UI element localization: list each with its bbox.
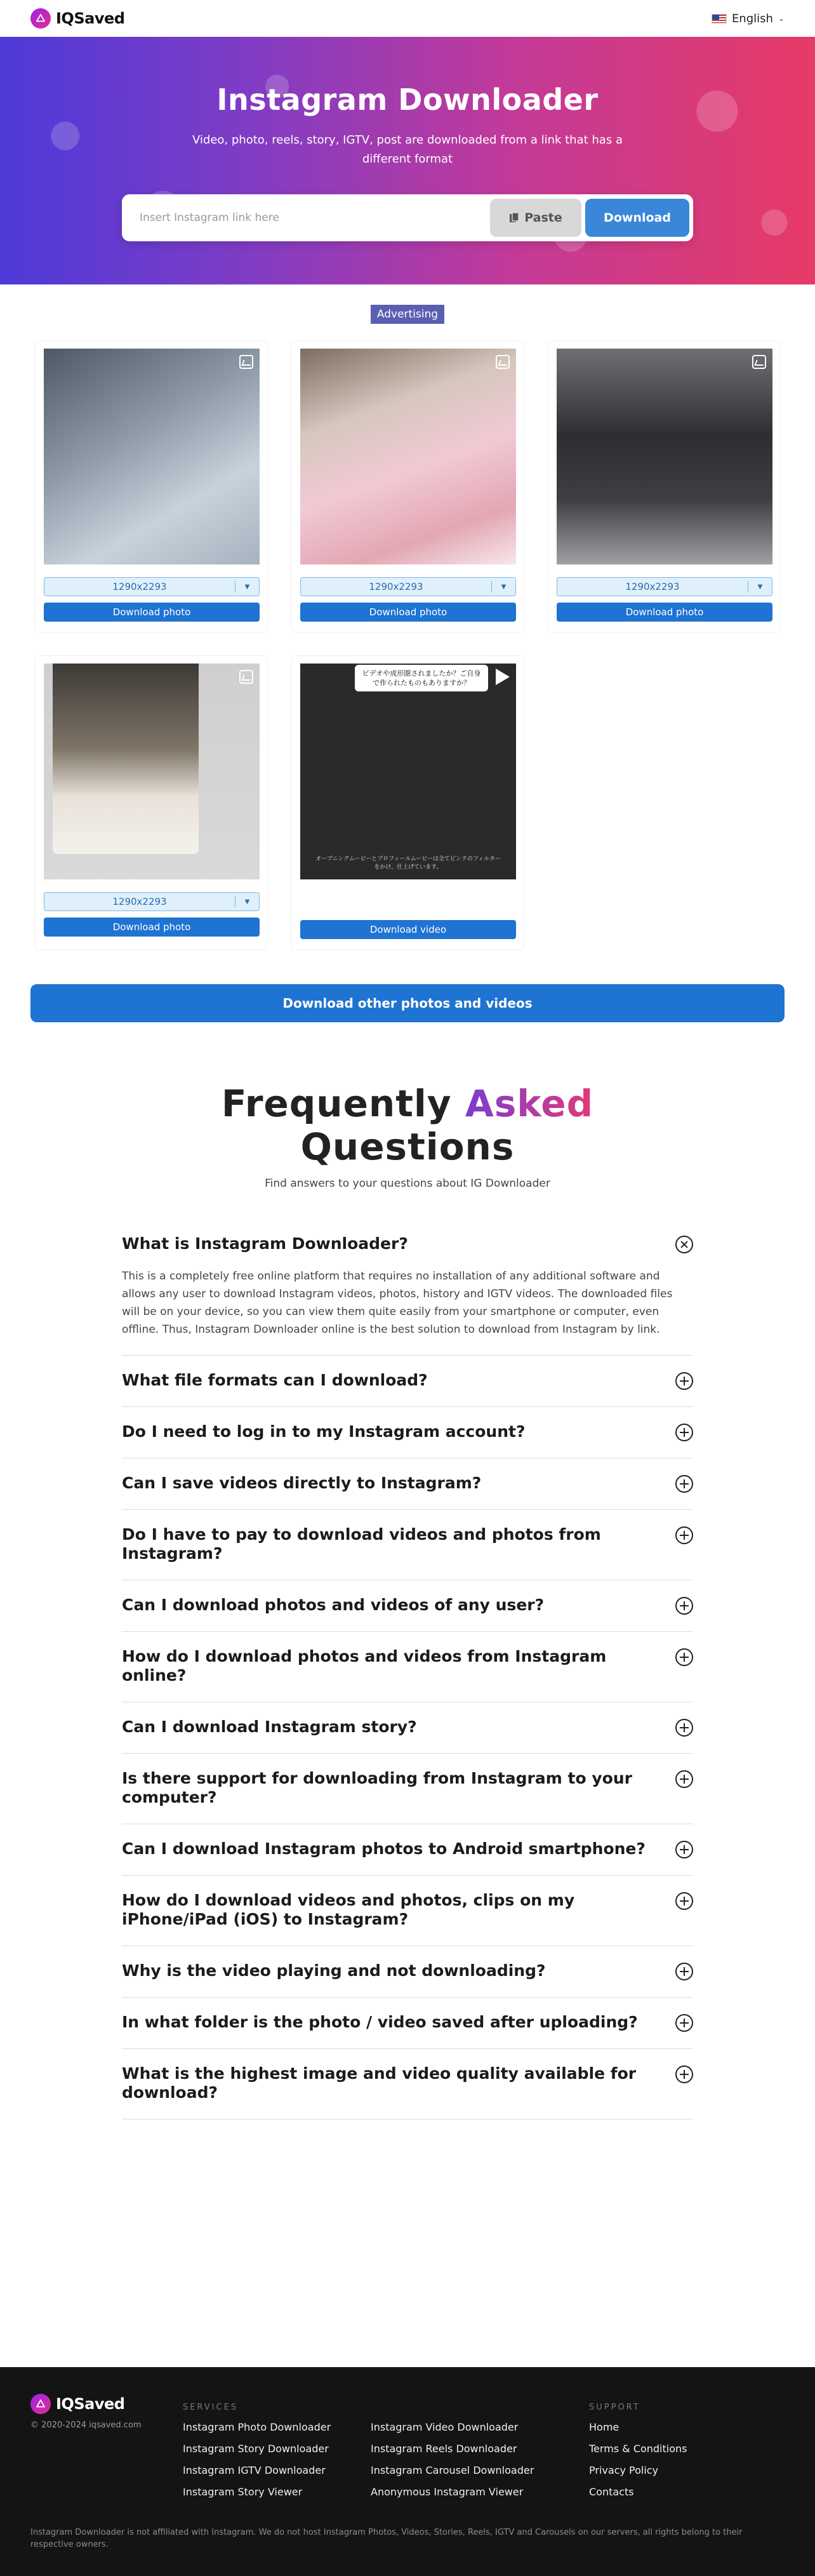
page-title: Instagram Downloader xyxy=(216,83,599,117)
faq-question-row[interactable] xyxy=(122,1474,693,1493)
download-photo-button[interactable]: Download photo xyxy=(300,603,516,622)
download-photo-button[interactable]: Download photo xyxy=(557,603,772,622)
footer-support xyxy=(589,2394,687,2499)
faq-question-row[interactable] xyxy=(122,2013,693,2032)
faq-question-row[interactable] xyxy=(122,1718,693,1737)
resolution-select[interactable] xyxy=(44,892,260,911)
copyright: © 2020-2024 iqsaved.com xyxy=(30,2420,142,2430)
media-card xyxy=(547,340,781,632)
download-video-button[interactable]: Download video xyxy=(300,920,516,939)
faq-subtitle: Find answers to your questions about IG Downloader xyxy=(265,1177,550,1190)
plus-circle-icon[interactable] xyxy=(675,1719,693,1737)
faq-answer: This is a completely free online platform that requires no installation of any additional software and allows any user to download Instagram videos, photos, history and IGTV videos. The downloaded files will be on your device, so you can view them quite easily from your smartphone or computer, even offline. Thus, Instagram Downloader online is the best solution to download from Instagram by link. xyxy=(122,1270,673,1336)
faq-question-row[interactable] xyxy=(122,1961,693,1980)
faq-question-row[interactable] xyxy=(122,1525,693,1563)
resolution-select[interactable] xyxy=(44,577,260,596)
footer-disclaimer: Instagram Downloader is not affiliated with Instagram. We do not host Instagram Photos, Videos, Stories, Reels, IGTV and Carousels on our servers, all rights belong to their respective owners. xyxy=(30,2528,743,2549)
resolution-value: 1290x2293 xyxy=(112,896,167,907)
faq-question: Can I save videos directly to Instagram? xyxy=(122,1474,482,1492)
faq-question: Is there support for downloading from Instagram to your computer? xyxy=(122,1769,632,1806)
faq-title-part3: Questions xyxy=(300,1125,515,1168)
advertising-area xyxy=(0,305,815,324)
hero-subtitle: Video, photo, reels, story, IGTV, post are downloaded from a link that has a different format xyxy=(192,133,623,166)
plus-circle-icon[interactable] xyxy=(675,1526,693,1544)
faq-question-row[interactable] xyxy=(122,1234,693,1253)
language-selector[interactable] xyxy=(712,12,785,25)
faq-question-row[interactable] xyxy=(122,1647,693,1685)
faq-section xyxy=(122,1082,693,2119)
plus-circle-icon[interactable] xyxy=(675,1424,693,1441)
link-input[interactable] xyxy=(140,211,490,224)
faq-question: What is Instagram Downloader? xyxy=(122,1234,408,1253)
plus-circle-icon[interactable] xyxy=(675,1770,693,1788)
media-card xyxy=(291,340,524,632)
dropdown-arrow-icon: ▼ xyxy=(748,581,772,592)
faq-question: What file formats can I download? xyxy=(122,1371,428,1389)
faq-item xyxy=(122,1946,693,1998)
footer-link[interactable]: Instagram Story Viewer xyxy=(183,2486,303,2498)
faq-item xyxy=(122,1219,693,1356)
faq-title xyxy=(122,1082,693,1168)
faq-question: Can I download photos and videos of any user? xyxy=(122,1596,545,1614)
faq-question: How do I download photos and videos from Instagram online? xyxy=(122,1647,607,1685)
logo[interactable] xyxy=(30,8,124,29)
chevron-down-icon: ⌄ xyxy=(778,14,785,23)
faq-question: Can I download Instagram photos to Android smartphone? xyxy=(122,1839,646,1858)
faq-item xyxy=(122,1510,693,1580)
media-results-grid xyxy=(0,340,815,950)
plus-circle-icon[interactable] xyxy=(675,2014,693,2032)
download-photo-button[interactable]: Download photo xyxy=(44,603,260,622)
footer-link-terms[interactable]: Terms & Conditions xyxy=(589,2443,687,2455)
video-caption: ビデオや成形圏されましたか？ご自身で作られたものもありますか？ xyxy=(355,665,488,691)
video-thumbnail[interactable] xyxy=(300,664,516,879)
brand-name: IQSaved xyxy=(56,10,125,27)
faq-item xyxy=(122,1407,693,1458)
faq-item xyxy=(122,1580,693,1632)
faq-question: Why is the video playing and not downloading? xyxy=(122,1961,546,1980)
services-heading: SERVICES xyxy=(183,2403,239,2412)
image-icon xyxy=(239,355,253,369)
faq-question: What is the highest image and video quality available for download? xyxy=(122,2064,637,2102)
support-heading: SUPPORT xyxy=(589,2403,640,2412)
play-icon[interactable] xyxy=(496,669,510,685)
plus-circle-icon[interactable] xyxy=(675,1648,693,1666)
paste-button[interactable] xyxy=(490,199,581,237)
faq-item xyxy=(122,1632,693,1702)
faq-question: In what folder is the photo / video saved after uploading? xyxy=(122,2013,638,2031)
faq-question: Do I need to log in to my Instagram account? xyxy=(122,1422,526,1441)
dropdown-arrow-icon: ▼ xyxy=(491,581,515,592)
faq-title-part2: Asked xyxy=(465,1082,594,1125)
faq-question-row[interactable] xyxy=(122,1839,693,1859)
photo-thumbnail[interactable] xyxy=(44,349,260,564)
dropdown-arrow-icon: ▼ xyxy=(235,581,259,592)
plus-circle-icon[interactable] xyxy=(675,2065,693,2083)
media-card xyxy=(34,655,268,950)
photo-thumbnail[interactable] xyxy=(557,349,772,564)
download-photo-button[interactable]: Download photo xyxy=(44,918,260,937)
faq-list xyxy=(122,1219,693,2119)
photo-content xyxy=(53,664,199,854)
plus-circle-icon[interactable] xyxy=(675,1475,693,1493)
faq-item xyxy=(122,1458,693,1510)
footer-link-privacy[interactable]: Privacy Policy xyxy=(589,2464,659,2476)
faq-item xyxy=(122,1702,693,1754)
footer-link[interactable]: Instagram Photo Downloader xyxy=(183,2421,331,2433)
faq-question-row[interactable] xyxy=(122,1596,693,1615)
plus-circle-icon[interactable] xyxy=(675,1372,693,1390)
language-label: English xyxy=(731,11,773,25)
faq-question: Can I download Instagram story? xyxy=(122,1718,417,1736)
plus-circle-icon[interactable] xyxy=(675,1892,693,1910)
close-circle-icon[interactable] xyxy=(675,1236,693,1253)
plus-circle-icon[interactable] xyxy=(675,1841,693,1859)
footer xyxy=(0,2367,815,2576)
plus-circle-icon[interactable] xyxy=(675,1963,693,1980)
dropdown-arrow-icon: ▼ xyxy=(235,896,259,907)
photo-thumbnail[interactable] xyxy=(300,349,516,564)
footer-link-home[interactable]: Home xyxy=(589,2421,620,2433)
footer-link[interactable]: Instagram IGTV Downloader xyxy=(183,2464,326,2476)
footer-logo[interactable] xyxy=(30,2394,183,2414)
photo-thumbnail[interactable] xyxy=(44,664,260,879)
faq-question-row[interactable] xyxy=(122,1371,693,1390)
resolution-value: 1290x2293 xyxy=(112,581,167,592)
footer-link[interactable]: Instagram Reels Downloader xyxy=(371,2443,517,2455)
faq-item xyxy=(122,2049,693,2119)
footer-brand xyxy=(30,2394,183,2499)
faq-question-row[interactable] xyxy=(122,1422,693,1441)
link-search-bar xyxy=(122,194,693,241)
faq-question-row[interactable] xyxy=(122,1891,693,1929)
resolution-value: 1290x2293 xyxy=(369,581,423,592)
faq-title-part1: Frequently xyxy=(221,1082,452,1125)
plus-circle-icon[interactable] xyxy=(675,1597,693,1615)
faq-question: How do I download videos and photos, clips on my iPhone/iPad (iOS) to Instagram? xyxy=(122,1891,575,1928)
logo-icon xyxy=(30,2394,51,2414)
footer-link-contacts[interactable]: Contacts xyxy=(589,2486,634,2498)
faq-item xyxy=(122,1356,693,1407)
paste-label: Paste xyxy=(524,211,562,225)
image-icon xyxy=(239,670,253,684)
footer-services xyxy=(183,2394,589,2499)
faq-question-row[interactable] xyxy=(122,2064,693,2102)
us-flag-icon xyxy=(712,14,727,23)
faq-item xyxy=(122,1876,693,1946)
faq-item xyxy=(122,1824,693,1876)
footer-link[interactable]: Instagram Carousel Downloader xyxy=(371,2464,534,2476)
image-icon xyxy=(496,355,510,369)
logo-icon xyxy=(30,8,51,29)
footer-link[interactable]: Instagram Video Downloader xyxy=(371,2421,519,2433)
footer-link[interactable]: Instagram Story Downloader xyxy=(183,2443,329,2455)
footer-link[interactable]: Anonymous Instagram Viewer xyxy=(371,2486,524,2498)
video-subtitle: オーブニングムービーとプロフィールムービーは全てピンクのフィルターをかけ、仕上げています。 xyxy=(315,856,501,871)
media-card-video xyxy=(291,655,524,950)
resolution-select[interactable] xyxy=(300,577,516,596)
hero-section xyxy=(0,37,815,284)
resolution-value: 1290x2293 xyxy=(625,581,680,592)
media-card xyxy=(34,340,268,632)
faq-item xyxy=(122,1754,693,1824)
top-bar xyxy=(0,0,815,37)
download-other-button[interactable]: Download other photos and videos xyxy=(30,984,785,1022)
faq-question-row[interactable] xyxy=(122,1769,693,1807)
advertising-label[interactable]: Advertising xyxy=(371,305,444,324)
faq-item xyxy=(122,1998,693,2049)
footer-brand-name: IQSaved xyxy=(56,2395,125,2413)
faq-question: Do I have to pay to download videos and photos from Instagram? xyxy=(122,1525,601,1563)
image-icon xyxy=(752,355,766,369)
clipboard-icon xyxy=(509,212,519,224)
download-button[interactable]: Download xyxy=(585,199,689,237)
resolution-select[interactable] xyxy=(557,577,772,596)
